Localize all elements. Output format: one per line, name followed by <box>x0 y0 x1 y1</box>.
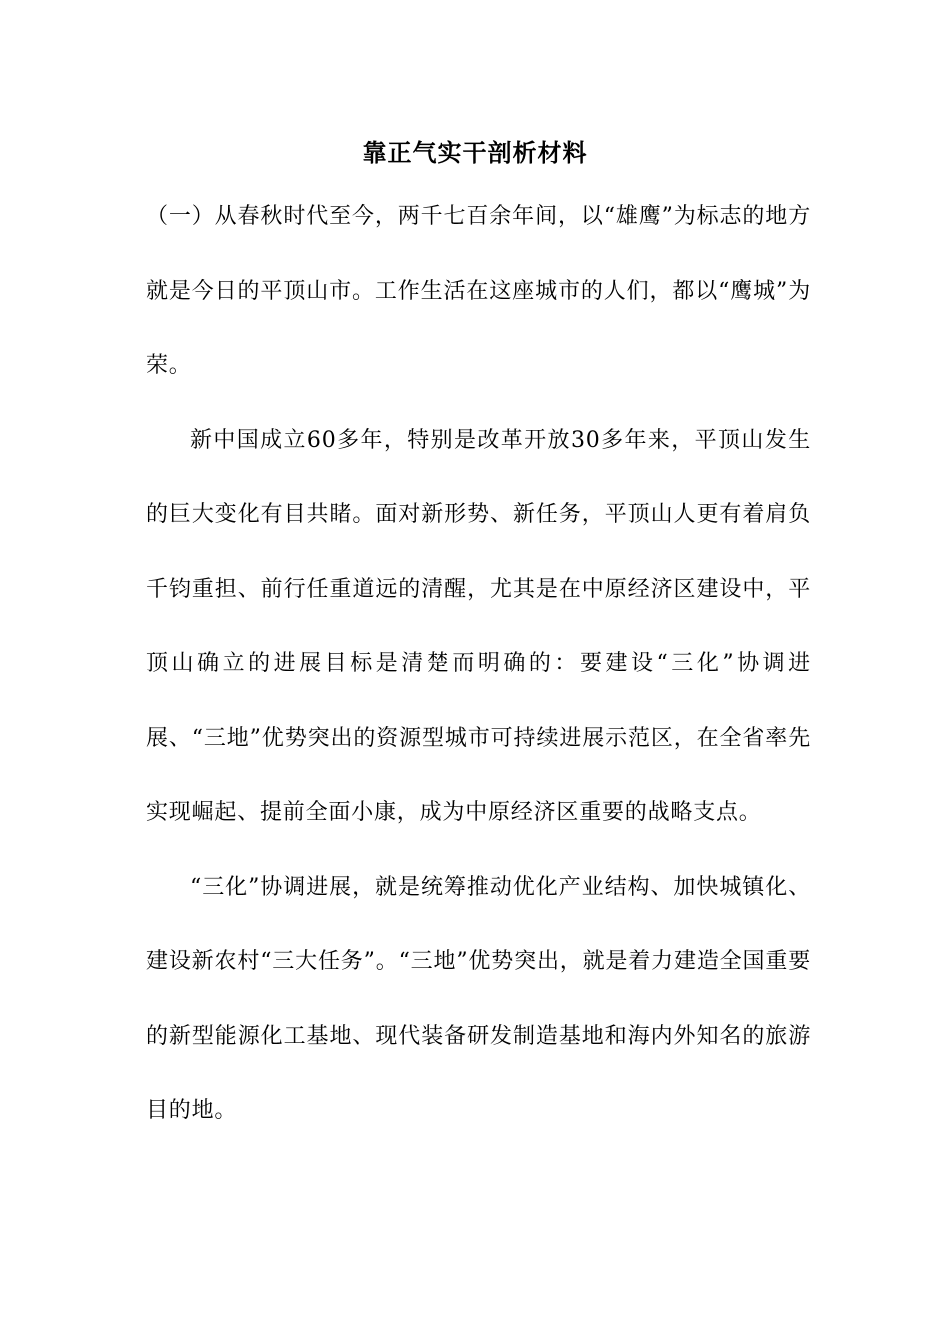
document-body <box>146 180 811 1149</box>
paragraph-2: 新中国成立60多年，特别是改革开放30多年来，平顶山发生的巨大变化有目共睹。面对新形势、新任务，平顶山人更有着肩负千钧重担、前行任重道远的清醒，尤其是在中原经济区建设中，平顶山确立的进展目标是清楚而明确的：要建设“三化”协调进展、“三地”优势突出的资源型城市可持续进展示范区，在全省率先实现崛起、提前全面小康，成为中原经济区重要的战略支点。 <box>146 427 811 825</box>
paragraph-3: “三化”协调进展，就是统筹推动优化产业结构、加快城镇化、建设新农村“三大任务”。“三地”优势突出，就是着力建造全国重要的新型能源化工基地、现代装备研发制造基地和海内外知名的旅游目的地。 <box>146 874 811 1123</box>
document-title: 靠正气实干剖析材料 <box>362 138 588 167</box>
paragraph-1: （一）从春秋时代至今，两千七百余年间，以“雄鹰”为标志的地方就是今日的平顶山市。工作生活在这座城市的人们，都以“鹰城”为荣。 <box>146 204 811 378</box>
